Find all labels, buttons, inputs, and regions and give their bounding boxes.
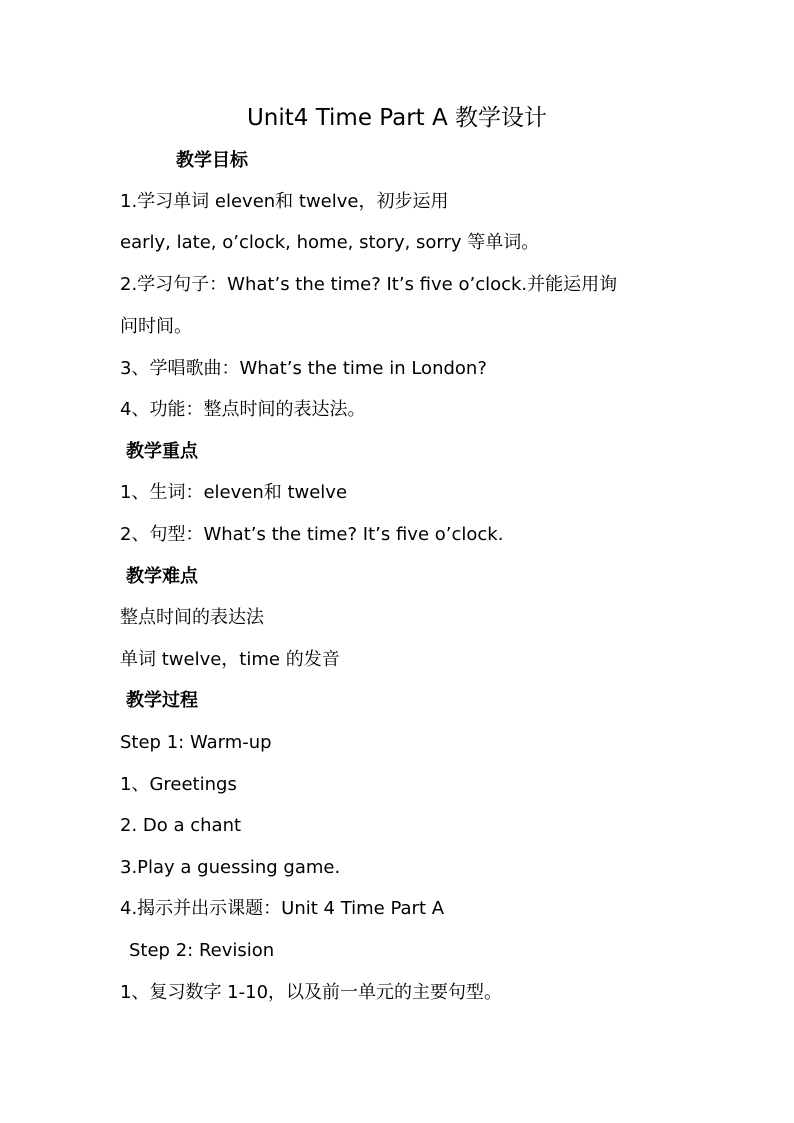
step-1-item-1: 1、Greetings (120, 774, 237, 795)
step-2-item-1: 1、复习数字 1-10，以及前一单元的主要句型。 (120, 982, 503, 1003)
step-1-item-2: 2. Do a chant (120, 815, 242, 836)
difficult-point-2: 单词 twelve，time 的发音 (120, 649, 340, 670)
heading-teaching-process: 教学过程 (126, 690, 198, 711)
step-2-title: Step 2: Revision (129, 940, 275, 961)
objective-4: 4、功能：整点时间的表达法。 (120, 399, 366, 420)
heading-key-points: 教学重点 (126, 441, 198, 462)
heading-teaching-objectives: 教学目标 (176, 150, 248, 171)
objective-1-line-1: 1.学习单词 eleven和 twelve，初步运用 (120, 191, 449, 212)
step-1-title: Step 1: Warm-up (120, 732, 272, 753)
difficult-point-1: 整点时间的表达法 (120, 607, 264, 628)
objective-1-line-2: early, late, o’clock, home, story, sorry 等单词。 (120, 232, 540, 253)
step-1-item-3: 3.Play a guessing game. (120, 857, 341, 878)
heading-difficult-points: 教学难点 (126, 566, 198, 587)
key-point-2: 2、句型：What’s the time? It’s five o’clock. (120, 524, 504, 545)
objective-2-line-2: 问时间。 (120, 316, 192, 337)
key-point-1: 1、生词：eleven和 twelve (120, 482, 348, 503)
objective-2-line-1: 2.学习句子：What’s the time? It’s five o’clock.并能运用询 (120, 274, 618, 295)
step-1-item-4: 4.揭示并出示课题：Unit 4 Time Part A (120, 898, 445, 919)
document-title: Unit4 Time Part A 教学设计 (246, 105, 548, 131)
objective-3: 3、学唱歌曲：What’s the time in London? (120, 358, 487, 379)
